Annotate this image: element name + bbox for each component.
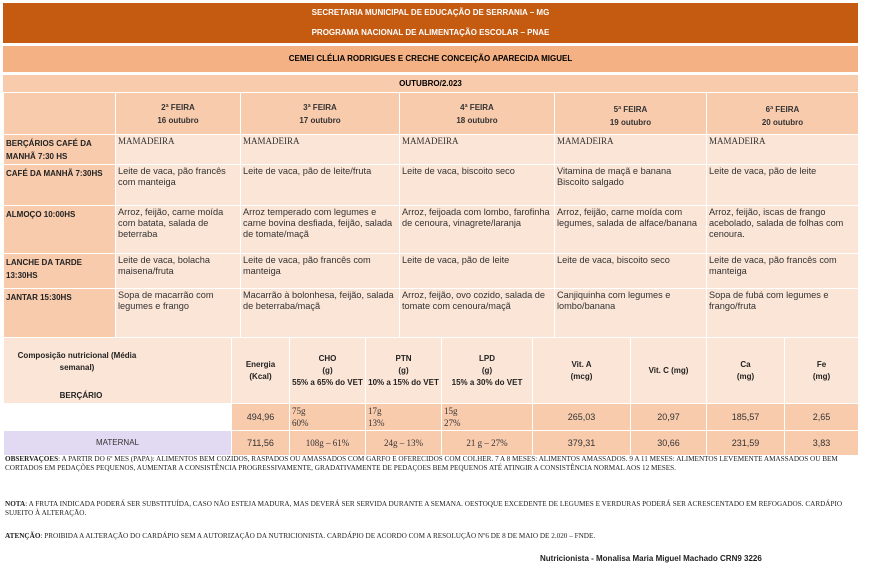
ptn-label: PTN (395, 353, 412, 363)
menu-cell: Macarrão à bolonhesa, feijão, salada de beterraba/maçã (241, 289, 400, 339)
maternal-row (4, 431, 859, 456)
bercario-cho-g: 75g (292, 406, 306, 416)
header-pnae: PROGRAMA NACIONAL DE ALIMENTAÇÃO ESCOLAR – PNAE (311, 28, 550, 37)
maternal-ca: 231,59 (707, 431, 785, 456)
ca-unit: (mg) (736, 371, 755, 381)
nutrition-header-row (4, 338, 859, 404)
fe-label: Fe (816, 359, 827, 369)
observacoes-note (5, 455, 860, 472)
day-date: 20 outubro (761, 118, 804, 127)
cho-range: 55% a 65% do VET (292, 377, 363, 387)
nota-label: NOTA (5, 500, 26, 508)
day-name: 6ª FEIRA (765, 105, 800, 114)
day-header (400, 93, 555, 135)
maternal-label: MATERNAL (4, 431, 232, 456)
day-name: 4ª FEIRA (460, 102, 494, 112)
bercario-cho-pct: 60% (292, 418, 309, 428)
menu-cell: Leite de vaca, bolacha maisena/fruta (116, 254, 241, 289)
bercario-lpd (442, 404, 533, 431)
meal-row (4, 135, 859, 165)
menu-cell: Canjiquinha com legumes e lombo/banana (555, 289, 707, 339)
day-name: 2ª FEIRA (161, 102, 195, 112)
energy-unit: (Kcal) (249, 371, 272, 381)
meal-row (4, 254, 859, 289)
menu-cell: MAMADEIRA (400, 135, 555, 165)
fe-header (785, 338, 859, 404)
bercario-lpd-g: 15g (444, 406, 458, 416)
cho-header (290, 338, 366, 404)
ca-label: Ca (740, 359, 751, 369)
menu-cell: Arroz, feijão, ovo cozido, salada de tomate com cenoura/maçã (400, 289, 555, 339)
meal-row (4, 165, 859, 206)
menu-cell: Leite de vaca, pão francês com manteiga (241, 254, 400, 289)
maternal-cho: 108g – 61% (290, 431, 366, 456)
maternal-lpd: 21 g – 27% (442, 431, 533, 456)
maternal-vitc: 30,66 (631, 431, 707, 456)
bercario-ptn (366, 404, 442, 431)
day-name: 3ª FEIRA (303, 102, 337, 112)
energy-header (232, 338, 290, 404)
menu-cell: Leite de vaca, pão francês com manteiga (116, 165, 241, 206)
menu-cell: Arroz, feijoada com lombo, farofinha de cenoura, vinagrete/laranja (400, 206, 555, 254)
nutrition-table (3, 337, 859, 456)
day-date: 17 outubro (299, 115, 341, 125)
bercario-label: BERÇÁRIO (59, 391, 103, 400)
ca-header (707, 338, 785, 404)
corner-cell (4, 93, 116, 135)
menu-cell: Arroz temperado com legumes e carne bovina desfiada, feijão, salada de tomate/maçã (241, 206, 400, 254)
fe-unit: (mg) (812, 371, 831, 381)
menu-cell: Arroz, feijão, carne moída com legumes, salada de alface/banana (555, 206, 707, 254)
bercario-vitc: 20,97 (631, 404, 707, 431)
meal-label: ALMOÇO 10:00HS (4, 206, 116, 254)
bercario-fe: 2,65 (785, 404, 859, 431)
maternal-fe: 3,83 (785, 431, 859, 456)
day-header (707, 93, 859, 135)
bercario-ptn-g: 17g (368, 406, 382, 416)
vita-label: Vit. A (571, 359, 592, 369)
menu-cell: Leite de vaca, biscoito seco (555, 254, 707, 289)
ptn-range: 10% a 15% do VET (368, 377, 439, 387)
lpd-range: 15% a 30% do VET (451, 377, 523, 387)
day-date: 16 outubro (157, 115, 199, 125)
nutritionist-signature: Nutricionista - Monalisa Maria Miguel Machado CRN9 3226 (540, 554, 762, 563)
menu-table (3, 92, 859, 339)
cho-label: CHO (318, 353, 337, 363)
atencao-label: ATENÇÃO (5, 532, 41, 540)
header-secretaria: SECRETARIA MUNICIPAL DE EDUCAÇÃO DE SERRANIA – MG (311, 8, 550, 17)
bercario-cho (290, 404, 366, 431)
day-header (116, 93, 241, 135)
nutrition-title (4, 338, 232, 404)
maternal-vita: 379,31 (533, 431, 631, 456)
meal-label: BERÇÁRIOS CAFÉ DA MANHÃ 7:30 HS (4, 135, 116, 165)
meal-row (4, 206, 859, 254)
atencao-text: : PROIBIDA A ALTERAÇÃO DO CARDÁPIO SEM A AUTORIZAÇÃO DA NUTRICIONISTA. CARDÁPIO DE ACORDO COM A RESOLUÇÃO Nº6 DE 8 DE MAIO DE 2.020 – FNDE. (40, 532, 596, 540)
maternal-ptn: 24g – 13% (366, 431, 442, 456)
menu-cell: MAMADEIRA (555, 135, 707, 165)
meal-label: LANCHE DA TARDE 13:30HS (4, 254, 116, 289)
ptn-header (366, 338, 442, 404)
lpd-unit: (g) (481, 365, 493, 375)
nota-text: : A FRUTA INDICADA PODERÁ SER SUBSTITUÍDA, CASO NÃO ESTEJA MADURA, MAS DEVERÁ SER SERVIDA DURANTE A SEMANA. OESTOQUE EXCEDENTE DE LEGUMES E VERDURAS PODERÁ SER ACRESCENTADO EM REFOGADOS. CARDÁPIO SUJEITO À ALTERAÇÃO. (5, 500, 843, 517)
bercario-vita: 265,03 (533, 404, 631, 431)
menu-cell: Leite de vaca, pão francês com manteiga (707, 254, 859, 289)
menu-cell: Leite de vaca, pão de leite/fruta (241, 165, 400, 206)
school-name: CEMEI CLÉLIA RODRIGUES E CRECHE CONCEIÇÃO APARECIDA MIGUEL (3, 46, 858, 72)
bercario-ca: 185,57 (707, 404, 785, 431)
cho-unit: (g) (322, 365, 333, 375)
menu-cell: MAMADEIRA (116, 135, 241, 165)
menu-cell: Sopa de fubá com legumes e frango/fruta (707, 289, 859, 339)
meal-label: CAFÉ DA MANHÃ 7:30HS (4, 165, 116, 206)
day-name: 5ª FEIRA (613, 105, 648, 114)
vita-header (533, 338, 631, 404)
menu-cell: Arroz, feijão, iscas de frango acebolado, salada de folhas com cenoura. (707, 206, 859, 254)
menu-cell: MAMADEIRA (707, 135, 859, 165)
day-date: 19 outubro (609, 118, 652, 127)
bercario-ptn-pct: 13% (368, 418, 385, 428)
lpd-header (442, 338, 533, 404)
menu-cell: MAMADEIRA (241, 135, 400, 165)
menu-cell: Arroz, feijão, carne moída com batata, salada de beterraba (116, 206, 241, 254)
meal-row (4, 289, 859, 339)
observacoes-label: OBSERVAÇOES (5, 455, 59, 463)
menu-cell: Vitamina de maçã e banana Biscoito salgado (555, 165, 707, 206)
menu-cell: Leite de vaca, pão de leite (400, 254, 555, 289)
month-label: OUTUBRO/2.023 (3, 75, 858, 92)
menu-cell: Sopa de macarrão com legumes e frango (116, 289, 241, 339)
day-header (241, 93, 400, 135)
day-header (555, 93, 707, 135)
nota-note (5, 500, 860, 517)
meal-label: JANTAR 15:30HS (4, 289, 116, 339)
bercario-spacer (4, 404, 232, 431)
menu-cell: Leite de vaca, biscoito seco (400, 165, 555, 206)
maternal-energy: 711,56 (232, 431, 290, 456)
day-date: 18 outubro (456, 115, 498, 125)
document-header (3, 3, 858, 43)
days-header-row (4, 93, 859, 135)
ptn-unit: (g) (398, 365, 409, 375)
bercario-row (4, 404, 859, 431)
vita-unit: (mcg) (570, 371, 593, 381)
bercario-energy: 494,96 (232, 404, 290, 431)
atencao-note (5, 532, 860, 541)
bercario-lpd-pct: 27% (444, 418, 461, 428)
energy-label: Energia (245, 359, 276, 369)
lpd-label: LPD (479, 353, 495, 363)
menu-cell: Leite de vaca, pão de leite (707, 165, 859, 206)
observacoes-text: : A PARTIR DO 6º MES (PAPA): ALIMENTOS BEM COZIDOS, RASPADOS OU AMASSADOS COM GARFO E OFERECIDOS COM COLHER. 7 A 8 MESES: ALIMENTOS AMASSADOS. 9 A 11 MESES: ALIMENTOS LEVEMENTE AMASSADOS OU BEM CORTADOS EM PEDAÇÕES PEQUENOS, AUMENTAR A CONSISTÊNCIA PROGRESSIVAMENTE, GRADATIVAMENTE DE PEDAÇOES BEM PEQUENOS ATÉ ATINGIR A CONSISTÊNCIA NORMAL AOS 12 MESES. (5, 455, 838, 472)
vitc-header: Vit. C (mg) (631, 338, 707, 404)
nutrition-title-text: Composição nutricional (Média semanal) (17, 351, 137, 372)
